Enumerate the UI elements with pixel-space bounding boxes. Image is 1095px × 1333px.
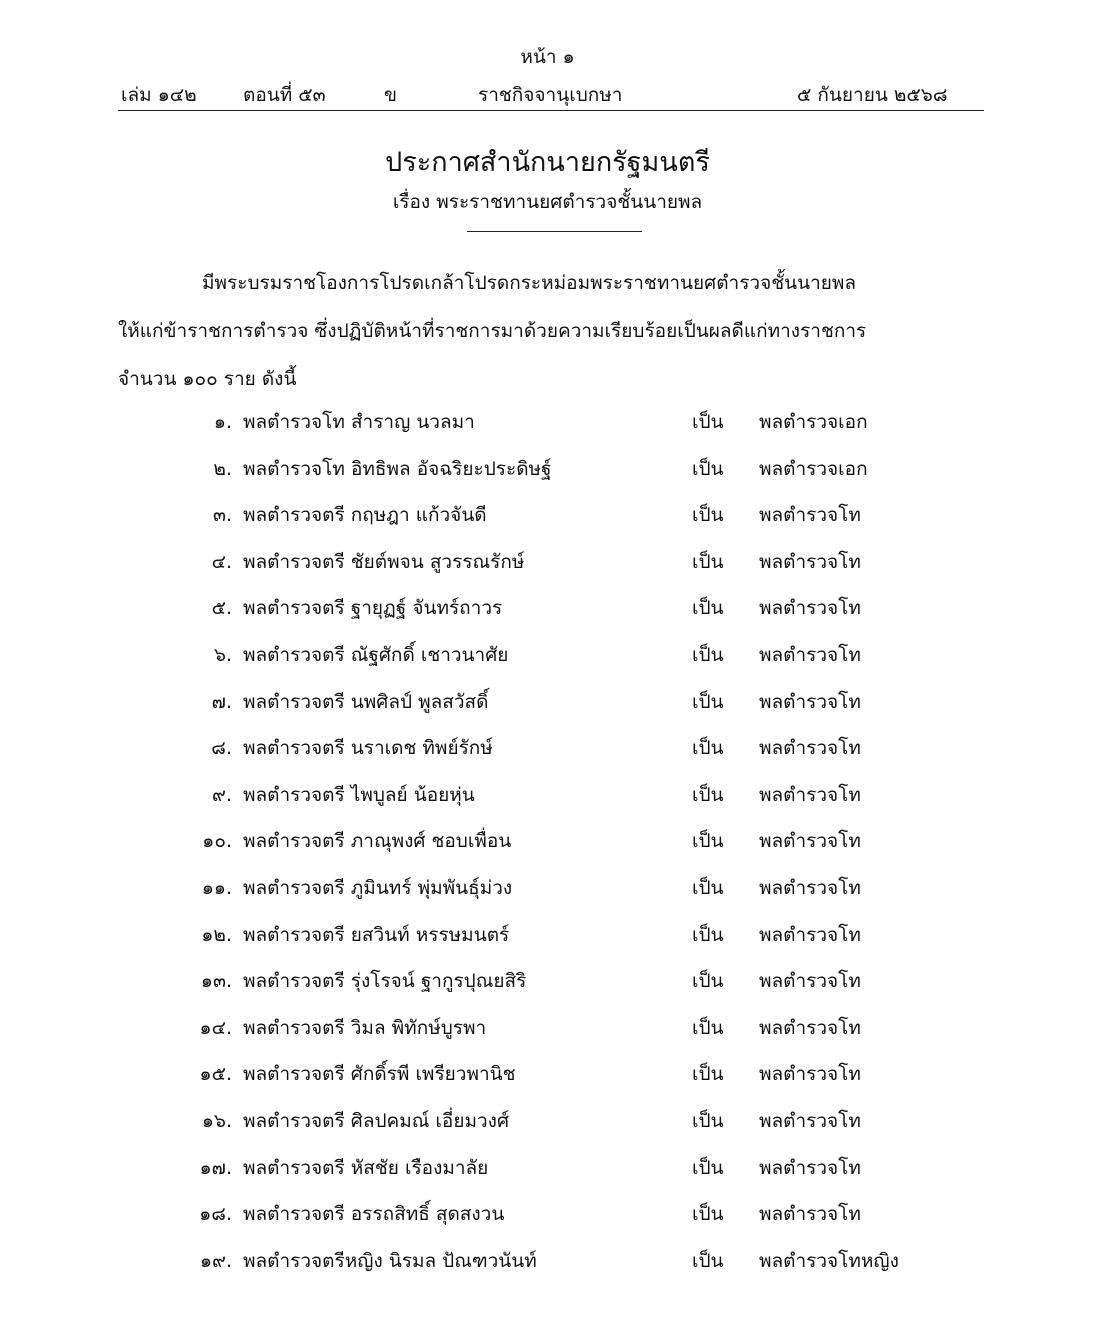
list-item [0, 917, 1095, 964]
issue-date: ๕ กันยายน ๒๕๖๘ [797, 84, 948, 106]
list-item [0, 1150, 1095, 1197]
officer-name: พลตำรวจตรี ภูมินทร์ พุ่มพันธุ์ม่วง [243, 876, 513, 899]
officer-name: พลตำรวจตรี ฐายุฏฐ์ จันทร์ถาวร [243, 597, 503, 620]
list-item [0, 823, 1095, 870]
new-rank: พลตำรวจโทหญิง [759, 1249, 899, 1272]
volume-label: เล่ม ๑๔๒ [121, 84, 197, 106]
officer-name: พลตำรวจตรี ศิลปคมณ์ เอี่ยมวงศ์ [243, 1109, 509, 1132]
officer-name: พลตำรวจโท สำราญ นวลมา [243, 411, 475, 433]
item-number: ๑๖. [201, 1109, 232, 1132]
item-number: ๘. [211, 737, 232, 760]
pen-word: เป็น [692, 830, 724, 853]
page-number: หน้า ๑ [520, 46, 575, 68]
pen-word: เป็น [692, 1249, 724, 1272]
pen-word: เป็น [692, 1156, 724, 1179]
list-item [0, 497, 1095, 544]
pen-word: เป็น [692, 457, 724, 480]
list-item [0, 1243, 1095, 1290]
item-number: ๑๕. [199, 1063, 232, 1086]
header-divider [118, 110, 984, 111]
announcement-subject: เรื่อง พระราชทานยศตำรวจชั้นนายพล [392, 191, 703, 213]
item-number: ๔. [211, 550, 232, 573]
list-item [0, 730, 1095, 777]
gazette-header [0, 80, 1095, 108]
item-number: ๑๓. [200, 970, 232, 993]
list-item [0, 684, 1095, 731]
pen-word: เป็น [692, 550, 724, 573]
item-number: ๙. [212, 783, 232, 806]
new-rank: พลตำรวจโท [759, 783, 861, 806]
new-rank: พลตำรวจโท [759, 737, 861, 760]
new-rank: พลตำรวจโท [759, 504, 861, 527]
new-rank: พลตำรวจเอก [759, 411, 868, 433]
item-number: ๑๑. [201, 876, 232, 899]
pen-word: เป็น [692, 690, 724, 713]
officer-name: พลตำรวจตรีหญิง นิรมล ปัณฑวนันท์ [243, 1249, 537, 1272]
officer-name: พลตำรวจตรี อรรถสิทธิ์ สุดสงวน [243, 1203, 505, 1226]
list-item [0, 777, 1095, 824]
officer-name: พลตำรวจตรี หัสชัย เรืองมาลัย [243, 1156, 489, 1179]
pen-word: เป็น [692, 411, 724, 433]
new-rank: พลตำรวจโท [759, 1203, 861, 1226]
title-divider [467, 231, 642, 232]
item-number: ๑๐. [202, 830, 232, 853]
new-rank: พลตำรวจโท [759, 1016, 861, 1039]
officer-name: พลตำรวจตรี ยสวินท์ หรรษมนตร์ [243, 923, 510, 946]
officer-name: พลตำรวจตรี ภาณุพงศ์ ชอบเพื่อน [243, 830, 512, 853]
officer-name: พลตำรวจตรี รุ่งโรจน์ ฐากูรปุณยสิริ [243, 970, 527, 993]
item-number: ๒. [213, 457, 232, 480]
section-label: ตอนที่ ๕๓ [243, 84, 326, 106]
list-item [0, 404, 1095, 451]
item-number: ๑๒. [201, 923, 232, 946]
officer-name: พลตำรวจตรี นพศิลป์ พูลสวัสดิ์ [243, 690, 489, 713]
item-number: ๑. [213, 411, 232, 433]
item-number: ๓. [212, 504, 232, 527]
announcement-title: ประกาศสำนักนายกรัฐมนตรี [385, 147, 710, 178]
item-number: ๑๔. [199, 1016, 232, 1039]
new-rank: พลตำรวจโท [759, 1063, 861, 1086]
list-item [0, 1196, 1095, 1243]
new-rank: พลตำรวจโท [759, 690, 861, 713]
part-label: ข [384, 84, 397, 106]
list-item [0, 637, 1095, 684]
item-number: ๕. [211, 597, 232, 620]
officer-name: พลตำรวจตรี ไพบูลย์ น้อยหุ่น [243, 783, 475, 806]
item-number: ๑๘. [199, 1203, 232, 1226]
new-rank: พลตำรวจโท [759, 1156, 861, 1179]
pen-word: เป็น [692, 643, 724, 666]
officer-name: พลตำรวจตรี กฤษฎา แก้วจันดี [243, 504, 487, 527]
officer-name: พลตำรวจตรี วิมล พิทักษ์บูรพา [243, 1016, 487, 1039]
pen-word: เป็น [692, 1109, 724, 1132]
paragraph-line-2: ให้แก่ข้าราชการตำรวจ ซึ่งปฏิบัติหน้าที่ราชการมาด้วยความเรียบร้อยเป็นผลดีแก่ทางราชการ [118, 320, 867, 342]
new-rank: พลตำรวจโท [759, 597, 861, 620]
pen-word: เป็น [692, 1016, 724, 1039]
new-rank: พลตำรวจโท [759, 923, 861, 946]
pen-word: เป็น [692, 597, 724, 620]
paragraph-line-1: มีพระบรมราชโองการโปรดเกล้าโปรดกระหม่อมพระราชทานยศตำรวจชั้นนายพล [202, 272, 857, 294]
new-rank: พลตำรวจโท [759, 1109, 861, 1132]
officer-name: พลตำรวจโท อิทธิพล อัจฉริยะประดิษฐ์ [243, 457, 552, 480]
officer-name: พลตำรวจตรี ณัฐศักดิ์ เชาวนาศัย [243, 643, 509, 666]
officer-name: พลตำรวจตรี ศักดิ์รพี เพรียวพานิช [243, 1063, 516, 1086]
pen-word: เป็น [692, 783, 724, 806]
new-rank: พลตำรวจโท [759, 970, 861, 993]
pen-word: เป็น [692, 1203, 724, 1226]
list-item [0, 1010, 1095, 1057]
pen-word: เป็น [692, 737, 724, 760]
appointment-list [0, 404, 1095, 1289]
list-item [0, 451, 1095, 498]
new-rank: พลตำรวจโท [759, 830, 861, 853]
item-number: ๗. [211, 690, 232, 713]
new-rank: พลตำรวจโท [759, 876, 861, 899]
officer-name: พลตำรวจตรี นราเดช ทิพย์รักษ์ [243, 737, 493, 760]
gazette-name: ราชกิจจานุเบกษา [478, 84, 623, 106]
new-rank: พลตำรวจโท [759, 643, 861, 666]
list-item [0, 963, 1095, 1010]
paragraph-line-3: จำนวน ๑๐๐ ราย ดังนี้ [118, 368, 297, 390]
officer-name: พลตำรวจตรี ชัยต์พจน สูวรรณรักษ์ [243, 550, 525, 573]
pen-word: เป็น [692, 504, 724, 527]
list-item [0, 590, 1095, 637]
new-rank: พลตำรวจเอก [759, 457, 868, 480]
pen-word: เป็น [692, 1063, 724, 1086]
pen-word: เป็น [692, 876, 724, 899]
item-number: ๑๙. [199, 1249, 232, 1272]
pen-word: เป็น [692, 970, 724, 993]
list-item [0, 870, 1095, 917]
item-number: ๑๗. [199, 1156, 232, 1179]
item-number: ๖. [213, 643, 232, 666]
list-item [0, 544, 1095, 591]
pen-word: เป็น [692, 923, 724, 946]
list-item [0, 1056, 1095, 1103]
list-item [0, 1103, 1095, 1150]
new-rank: พลตำรวจโท [759, 550, 861, 573]
